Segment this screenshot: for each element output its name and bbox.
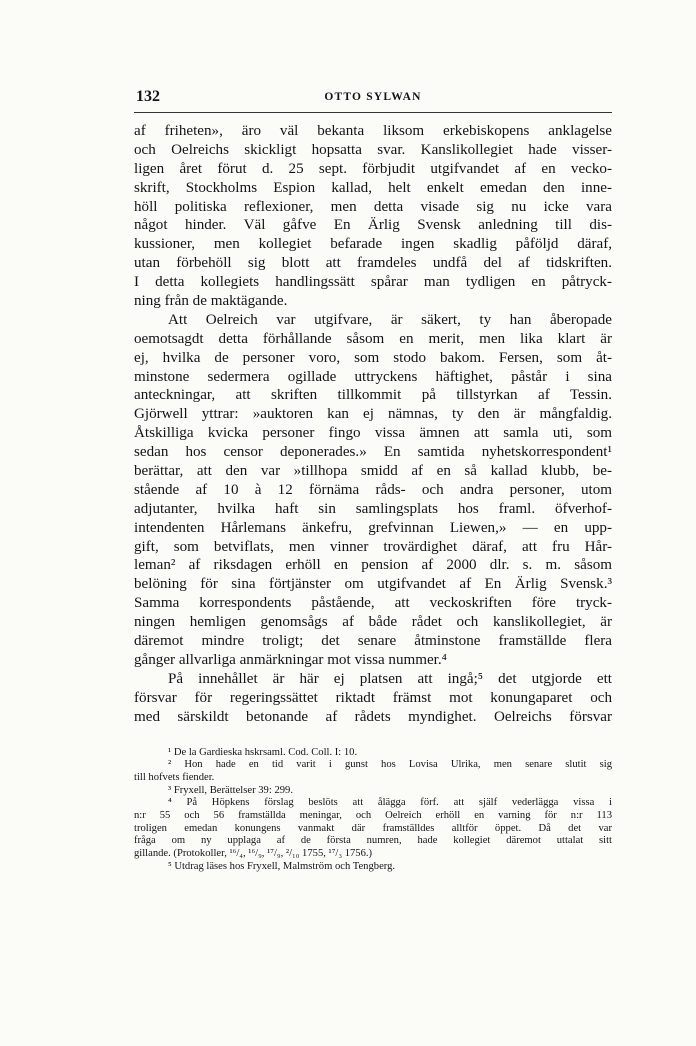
- text-line: af friheten», äro väl bekanta liksom erkebiskopens anklagelse: [134, 123, 612, 139]
- text-line: gånger allvarliga anmärkningar mot vissa nummer.⁴: [134, 651, 447, 668]
- text-line: I detta kollegiets handlingssätt spårar man tydligen en påtryck-: [134, 274, 612, 291]
- text-line: med särskildt betonande af rådets myndighet. Oelreichs försvar: [134, 708, 612, 725]
- text-line: något hinder. Väl gåfve En Ärlig Svensk anledning till dis-: [134, 217, 612, 234]
- book-page: [134, 88, 612, 873]
- text-line: intendenten Hårlemans änkefru, grefvinnan Liewen,» — en upp-: [134, 519, 612, 536]
- text-line: Samma korrespondents påstående, att veckoskriften före tryck-: [134, 595, 612, 612]
- text-line: ning från de maktägande.: [134, 293, 288, 310]
- text-line: stående af 10 à 12 förnäma råds- och andra personer, utom: [134, 481, 612, 498]
- header-rule: [134, 112, 612, 113]
- text-line: och Oelreichs skickligt hopsatta svar. Kanslikollegiet hade visser-: [134, 141, 612, 158]
- text-line: kussioner, men kollegiet befarade ingen skadlig påföljd däraf,: [134, 236, 612, 253]
- paragraph: [134, 311, 612, 670]
- text-line: skrift, Stockholms Espion kallad, helt enkelt emedan den inne-: [134, 179, 612, 196]
- text-line: Gjörwell yttrar: »auktoren kan ej nämnas, ty den är mångfaldig.: [134, 406, 612, 423]
- text-line: ej, hvilka de personer voro, som stodo bakom. Fersen, som åt-: [134, 349, 612, 366]
- footnote-line: ⁵ Utdrag läses hos Fryxell, Malmström och Tengberg.: [168, 860, 396, 872]
- text-line: anteckningar, att skriften tillkommit på tillstyrkan af Tessin.: [134, 387, 612, 404]
- text-line: adjutanter, hvilka haft sin samlingsplats hos framl. öfverhof-: [134, 500, 612, 517]
- running-head: OTTO SYLWAN: [324, 91, 422, 103]
- footnotes: [134, 747, 612, 874]
- body-text: [134, 122, 612, 727]
- text-line: leman² af riksdagen erhöll en pension af 2000 dlr. s. m. såsom: [134, 557, 612, 574]
- text-line: På innehållet är här ej platsen att ingå;⁵ det utgjorde ett: [168, 670, 612, 687]
- footnote: [134, 797, 612, 860]
- footnote-line: gillande. (Protokoller, ¹⁶/₄, ¹⁶/₉, ¹⁷/₉, ²/₁₀ 1755, ¹⁷/₃ 1756.): [134, 848, 373, 859]
- footnote-line: ¹ De la Gardieska hskrsaml. Cod. Coll. I: 10.: [168, 746, 358, 758]
- text-line: Åtskilliga kvicka personer fingo vissa ämnen att samla uti, som: [134, 425, 612, 442]
- footnote: [134, 747, 612, 760]
- text-line: ningen hemligen genomsågs af både rådet och kanslikollegiet, är: [134, 614, 612, 631]
- paragraph: [134, 122, 612, 311]
- page-number: 132: [136, 88, 160, 105]
- footnote: [134, 759, 612, 784]
- text-line: gift, som betviflats, men vinner trovärdighet däraf, att fru Hår-: [134, 538, 612, 555]
- text-line: belöning för sina förtjänster om utgifvandet af En Ärlig Svensk.³: [134, 576, 612, 593]
- text-line: minstone sedermera ogillade uttryckens häftighet, påstår i sina: [134, 368, 612, 385]
- footnote-line: troligen emedan konungens vanmakt där framställdes alltför öppet. Då det var: [134, 822, 612, 834]
- footnote-line: ² Hon hade en tid varit i gunst hos Lovisa Ulrika, men senare slutit sig: [168, 759, 612, 771]
- footnote-line: ³ Fryxell, Berättelser 39: 299.: [168, 784, 293, 796]
- footnote-line: n:r 55 och 56 framställda meningar, och Oelreich erhöll en varning för n:r 113: [134, 809, 612, 821]
- text-line: sedan hos censor deponerades.» En samtida nyhetskorrespondent¹: [134, 444, 612, 461]
- text-line: berättar, att den var »tillhopa smidd af en så kallad klubb, be-: [134, 463, 612, 480]
- footnote-line: fråga om ny upplaga af de första numren, hade kollegiet däremot uttalat sitt: [134, 835, 612, 847]
- text-line: oemotsagdt detta förhållande såsom en merit, men lika klart är: [134, 330, 612, 347]
- footnote: [134, 785, 612, 798]
- text-line: Att Oelreich var utgifvare, är säkert, ty han åberopade: [168, 311, 612, 328]
- text-line: ligen året förut d. 25 sept. förbjudit utgifvandet af en vecko-: [134, 160, 612, 177]
- footnote-line: till hofvets fiender.: [134, 771, 215, 783]
- page-header: [134, 88, 612, 110]
- paragraph: [134, 670, 612, 727]
- text-line: försvar för regeringssättet riktadt främst mot konungaparet och: [134, 689, 612, 706]
- footnote: [134, 861, 612, 874]
- text-line: däremot mindre troligt; det senare åtminstone framställde flera: [134, 633, 612, 650]
- footnote-line: ⁴ På Höpkens förslag beslöts att ålägga förf. att själf vederlägga vissa i: [168, 797, 612, 809]
- text-line: utan förbehöll sig blott att framdeles undfå del af tidskriften.: [134, 255, 612, 272]
- text-line: höll politiska reflexioner, men detta visade sig nu icke vara: [134, 198, 612, 215]
